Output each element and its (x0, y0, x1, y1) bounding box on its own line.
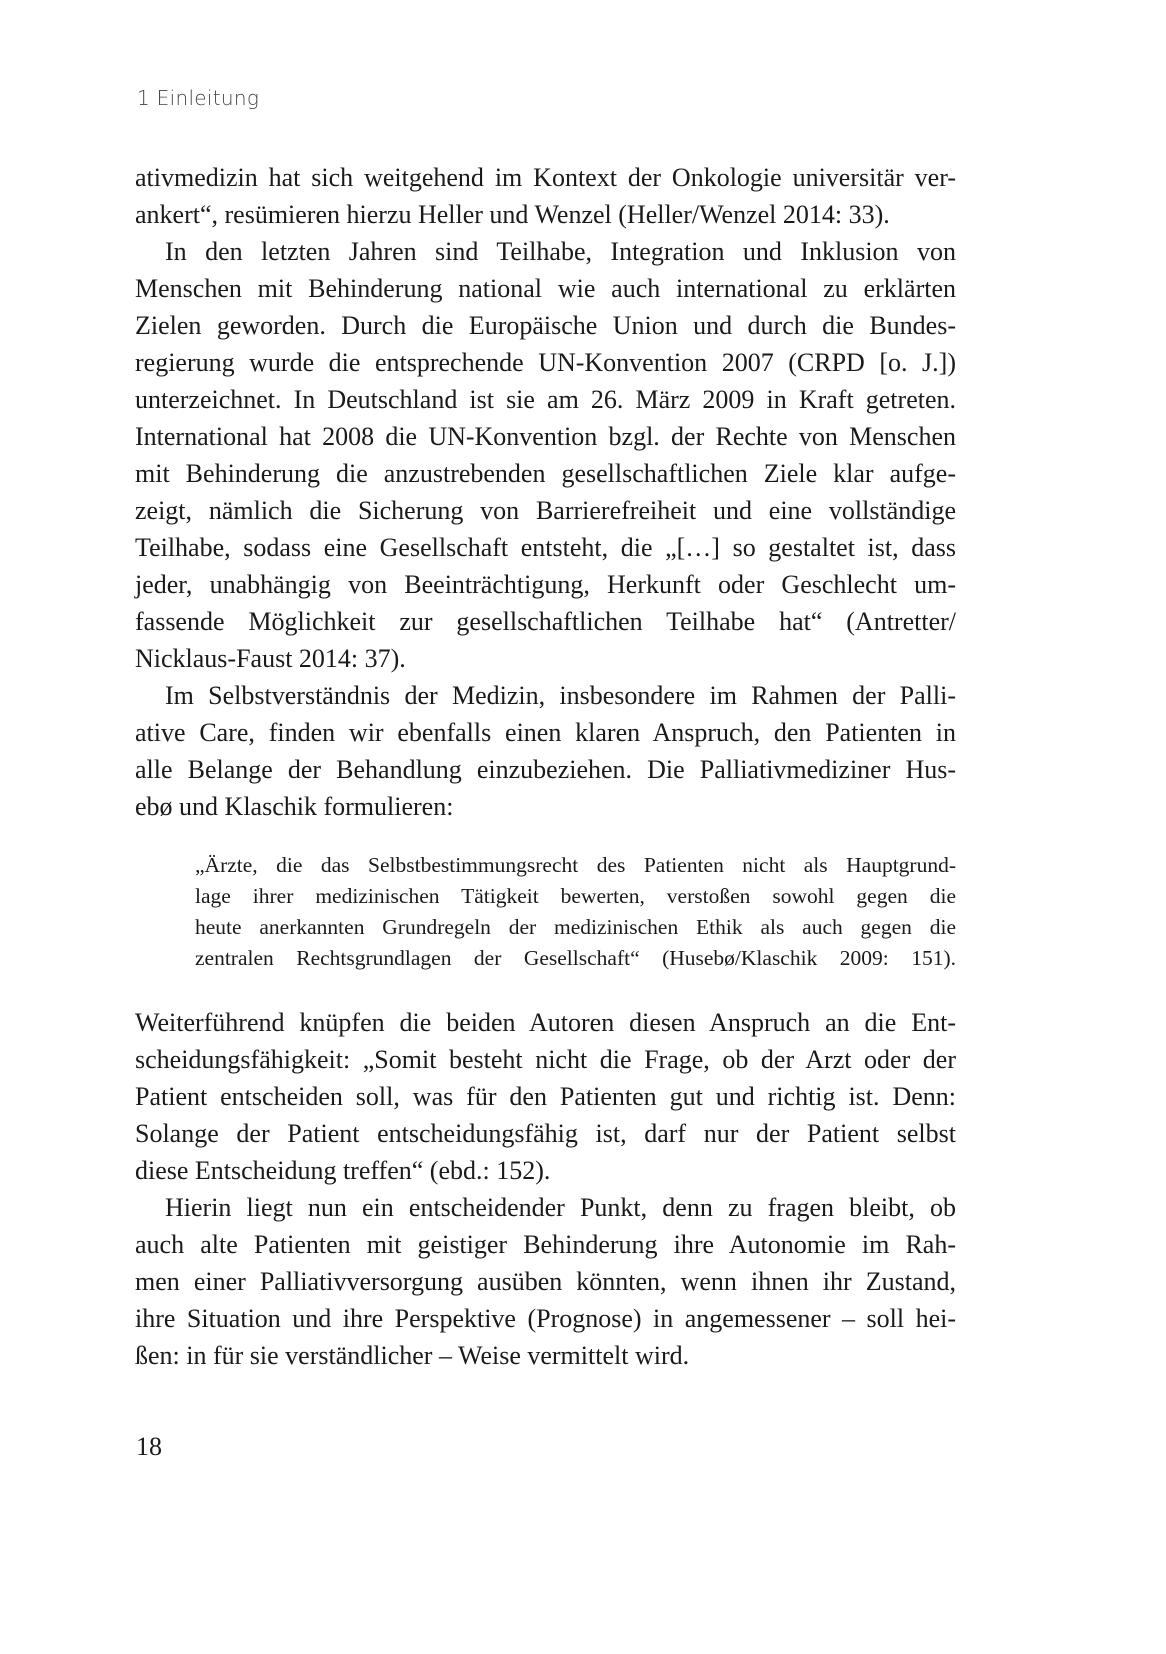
text-line: ative Care, finden wir ebenfalls einen klaren Anspruch, den Patienten in (135, 718, 956, 747)
text-line: Hierin liegt nun ein entscheidender Punkt, denn zu fragen bleibt, ob (165, 1193, 956, 1222)
text-line: Menschen mit Behinderung national wie auch international zu erklärten (135, 274, 956, 303)
quote-line: zentralen Rechtsgrundlagen der Gesellschaft“ (Husebø/Klaschik 2009: 151). (195, 946, 956, 970)
block-quote (195, 850, 956, 974)
text-line: auch alte Patienten mit geistiger Behinderung ihre Autonomie im Rah- (135, 1230, 956, 1259)
text-line: diese Entscheidung treffen“ (ebd.: 152). (135, 1156, 551, 1185)
quote-line: heute anerkannten Grundregeln der medizinischen Ethik als auch gegen die (195, 915, 956, 939)
body-text (135, 159, 956, 1374)
text-line: men einer Palliativversorgung ausüben könnten, wenn ihnen ihr Zustand, (135, 1267, 956, 1296)
paragraph (135, 1189, 956, 1374)
text-line: ßen: in für sie verständlicher – Weise vermittelt wird. (135, 1341, 690, 1370)
text-line: Solange der Patient entscheidungsfähig ist, darf nur der Patient selbst (135, 1119, 956, 1148)
text-line: ativmedizin hat sich weitgehend im Kontext der Onkologie universitär ver- (135, 163, 956, 192)
paragraph (135, 159, 956, 233)
text-line: Patient entscheiden soll, was für den Patienten gut und richtig ist. Denn: (135, 1082, 956, 1111)
paragraph (135, 1004, 956, 1189)
text-line: zeigt, nämlich die Sicherung von Barrierefreiheit und eine vollständige (135, 496, 956, 525)
text-line: alle Belange der Behandlung einzubeziehen. Die Palliativmediziner Hus- (135, 755, 956, 784)
text-line: jeder, unabhängig von Beeinträchtigung, Herkunft oder Geschlecht um- (135, 570, 956, 599)
text-line: Weiterführend knüpfen die beiden Autoren diesen Anspruch an die Ent- (135, 1008, 956, 1037)
text-line: ebø und Klaschik formulieren: (135, 792, 454, 821)
quote-line: „Ärzte, die das Selbstbestimmungsrecht des Patienten nicht als Hauptgrund- (195, 853, 956, 877)
text-line: Nicklaus-Faust 2014: 37). (135, 644, 406, 673)
text-line: Zielen geworden. Durch die Europäische Union und durch die Bundes- (135, 311, 956, 340)
text-line: ihre Situation und ihre Perspektive (Prognose) in angemessener – soll hei- (135, 1304, 956, 1333)
text-line: International hat 2008 die UN-Konvention bzgl. der Rechte von Menschen (135, 422, 956, 451)
text-line: regierung wurde die entsprechende UN-Konvention 2007 (CRPD [o. J.]) (135, 348, 956, 377)
page-number: 18 (136, 1432, 162, 1461)
text-line: scheidungsfähigkeit: „Somit besteht nicht die Frage, ob der Arzt oder der (135, 1045, 956, 1074)
text-line: Im Selbstverständnis der Medizin, insbesondere im Rahmen der Palli- (165, 681, 956, 710)
text-line: Teilhabe, sodass eine Gesellschaft entsteht, die „[…] so gestaltet ist, dass (135, 533, 956, 562)
text-line: mit Behinderung die anzustrebenden gesellschaftlichen Ziele klar aufge- (135, 459, 956, 488)
running-header: 1 Einleitung (137, 86, 260, 110)
paragraph (135, 233, 956, 677)
quote-line: lage ihrer medizinischen Tätigkeit bewerten, verstoßen sowohl gegen die (195, 884, 956, 908)
text-line: unterzeichnet. In Deutschland ist sie am 26. März 2009 in Kraft getreten. (135, 385, 956, 414)
text-line: fassende Möglichkeit zur gesellschaftlichen Teilhabe hat“ (Antretter/ (135, 607, 956, 636)
paragraph (135, 677, 956, 825)
text-line: ankert“, resümieren hierzu Heller und Wenzel (Heller/Wenzel 2014: 33). (135, 200, 890, 229)
text-line: In den letzten Jahren sind Teilhabe, Integration und Inklusion von (165, 237, 956, 266)
